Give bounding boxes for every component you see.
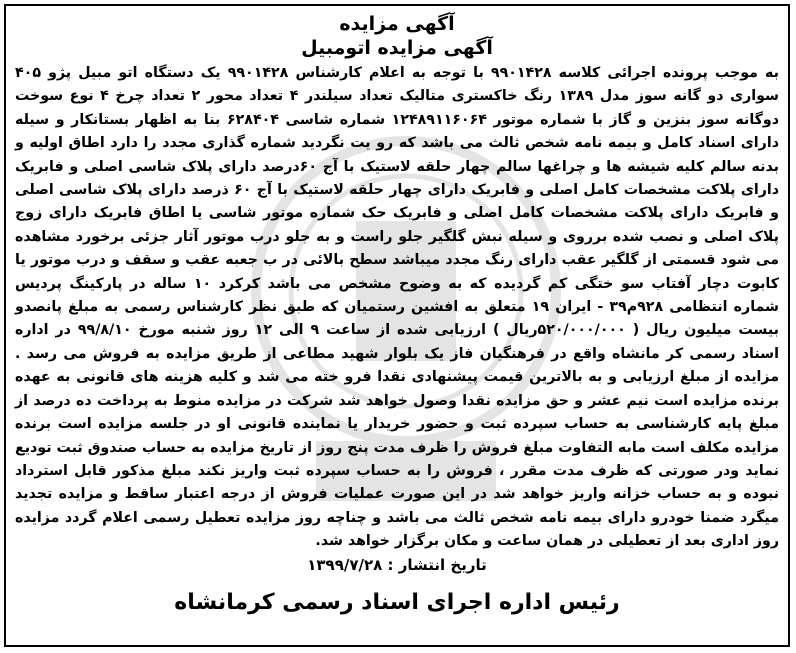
notice-body: به موجب پرونده اجرائی کلاسه ۹۹۰۱۴۲۸ با توجه به اعلام کارشناس ۹۹۰۱۴۲۸ یک دستگاه اتو مبیل پژو ۴۰۵ سواری دو گانه سوز مدل ۱۳۸۹ رنگ خاکستری متالیک تعداد سیلندر ۴ تعداد محور ۲ تعداد چرخ ۴ نوع سوخت دوگانه سوز بنزین و گاز با شماره موتور ۱۲۴۸۹۱۱۶۰۶۴ شماره شاسی ۶۲۸۴۰۴ بنا به اظهار بستانکار و سیله دارای اسناد کامل و بیمه نامه شخص ثالث می باشد که رو یت نگردید شماره گذاری مجدد را دارد اطاق اولیه و بدنه سالم کلیه شیشه ها و چراغها سالم چهار حلقه لاستیک با آج ۶۰درصد دارای پلاک شاسی اصلی و فابریک دارای پلاکت مشخصات کامل اصلی و فابریک دارای چهار حلقه لاستیک با آج ۶۰ ذرصد دارای پلاک شاسی اصلی و فابریک دارای پلاکت مشخصات کامل اصلی و فابریک حک شماره موتور شاسی یا اطاق فابریک دارای زوج پلاک اصلی و نصب شده برروی و سیله نبش گلگیر جلو راست و به جلو درب موتور آثار جزئی برخورد مشاهده می شود قسمتی از گلگیر عقب دارای رنگ مجدد میباشد سطح بالائی در ب جعبه عقب و سقف و درب موتور یا کابوت دچار آفتاب سو ختگی کم گردیده که به وضوح مشخص می باشد کرکرد ۱۰ ساله در پارکینگ پردیس شماره انتظامی ۹۲۸م۳۹ - ایران ۱۹ متعلق به افشین رستمیان که طبق نظر کارشناس رسمی به مبلغ پانصدو بیست میلیون ریال ( ۵۲۰/۰۰۰/۰۰۰ریال ) ارزیابی شده از ساعت ۹ الی ۱۲ روز شنبه مورخ ۹۹/۸/۱۰ در اداره اسناد رسمی کر مانشاه واقع در فرهنگیان فاز یک بلوار شهید مطاعی از طریق مزایده به فروش می رسد . مزایده از مبلغ ارزیابی و به بالاترین قیمت پیشنهادی نقدا فرو خته می شد و کلیه هزینه های قانونی به عهده برنده مزایده است نیم عشر و حق مزایده نقدا وصول خواهد شد شرکت در مزایده منوط به پرداخت ده درصد از مبلغ پایه کارشناسی به حساب سپرده ثبت و حضور خریدار یا نماینده قانونی او در جلسه مزایده است برنده مزایده مکلف است مابه التفاوت مبلغ فروش را ظرف مدت پنج روز از تاریخ مزایده به حساب صندوق ثبت تودیع نماید ودر صورتی که ظرف مدت مقرر ، فروش را به حساب سپرده ثبت واریز نکند مبلغ مذکور قابل استرداد نبوده و به حساب خزانه واریز خواهد شد در این صورت عملیات فروش از درجه اعتبار ساقط و مزایده تجدید میگرد ضمنا خودرو دارای بیمه نامه شخص ثالث می باشد و چناچه روز مزایده تعطیل رسمی اعلام گردد مزایده روز اداری بعد از تعطیلی در همان ساعت و مکان برگزار خواهد شد. (15, 65, 780, 550)
notice-subtitle: آگهی مزایده اتومبیل (301, 37, 493, 59)
publish-date-label: تاریخ انتشار : (387, 555, 487, 574)
publish-date-line (6, 554, 788, 576)
notice-frame (4, 4, 790, 647)
signature-line: رئیس اداره اجرای اسناد رسمی کرمانشاه (174, 589, 620, 615)
notice-header (6, 12, 788, 60)
publish-date-value: ۱۳۹۹/۷/۲۸ (307, 555, 383, 574)
notice-title: آگهی مزایده (339, 13, 455, 35)
